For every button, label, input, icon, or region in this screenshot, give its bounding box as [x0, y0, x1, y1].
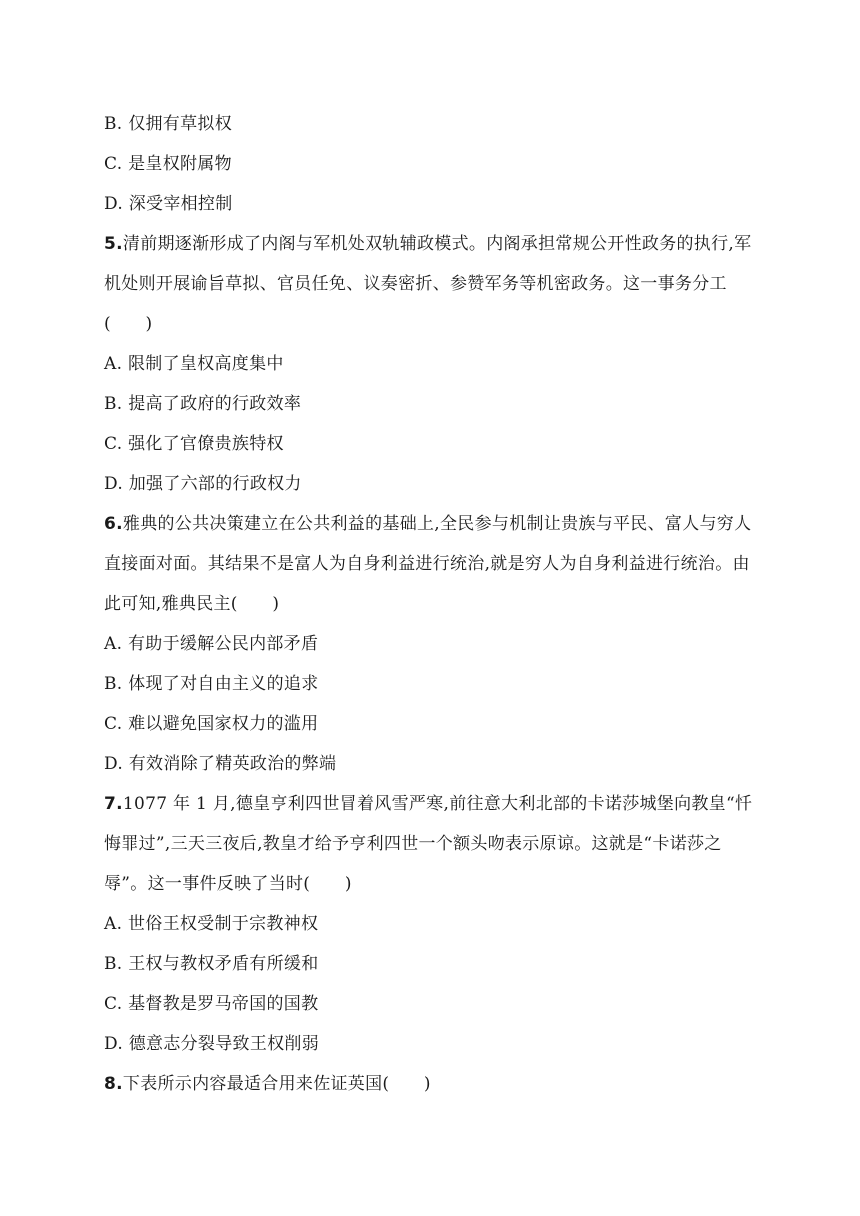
question-7-text: 1077 年 1 月,德皇亨利四世冒着风雪严寒,前往意大利北部的卡诺莎城堡向教皇“忏 — [122, 794, 753, 814]
option-b: B. 仅拥有草拟权 — [104, 114, 232, 134]
question-5-option-b: B. 提高了政府的行政效率 — [104, 394, 302, 414]
question-7-option-d: D. 德意志分裂导致王权削弱 — [104, 1034, 320, 1054]
question-8-stem-line-1 — [104, 1072, 431, 1096]
question-6-number: 6. — [104, 514, 123, 534]
option-c: C. 是皇权附属物 — [104, 154, 232, 174]
question-7-option-b: B. 王权与教权矛盾有所缓和 — [104, 954, 319, 974]
question-5-text: 清前期逐渐形成了内阁与军机处双轨辅政模式。内阁承担常规公开性政务的执行,军 — [122, 234, 752, 254]
question-7-option-a: A. 世俗王权受制于宗教神权 — [104, 914, 319, 934]
question-7-option-c: C. 基督教是罗马帝国的国教 — [104, 994, 319, 1014]
question-5-stem-line-1 — [104, 232, 751, 256]
question-7-stem-line-3: 辱”。这一事件反映了当时( ) — [104, 874, 352, 894]
question-5-answer-blank: ( ) — [104, 314, 153, 334]
question-5-option-d: D. 加强了六部的行政权力 — [104, 474, 302, 494]
question-7-number: 7. — [104, 794, 123, 814]
question-5-option-c: C. 强化了官僚贵族特权 — [104, 434, 284, 454]
question-8-text: 下表所示内容最适合用来佐证英国( ) — [122, 1074, 431, 1094]
question-5-number: 5. — [104, 234, 123, 254]
question-6-stem-line-2: 直接面对面。其结果不是富人为自身利益进行统治,就是穷人为自身利益进行统治。由 — [104, 554, 750, 574]
question-6-option-a: A. 有助于缓解公民内部矛盾 — [104, 634, 319, 654]
question-8-number: 8. — [104, 1074, 123, 1094]
question-5-option-a: A. 限制了皇权高度集中 — [104, 354, 284, 374]
option-d: D. 深受宰相控制 — [104, 194, 233, 214]
question-6-stem-line-3: 此可知,雅典民主( ) — [104, 594, 280, 614]
question-6-stem-line-1 — [104, 512, 751, 536]
question-6-text: 雅典的公共决策建立在公共利益的基础上,全民参与机制让贵族与平民、富人与穷人 — [122, 514, 752, 534]
question-5-stem-line-2: 机处则开展谕旨草拟、官员任免、议奏密折、参赞军务等机密政务。这一事务分工 — [104, 274, 727, 294]
question-7-stem-line-2: 悔罪过”,三天三夜后,教皇才给予亨利四世一个额头吻表示原谅。这就是“卡诺莎之 — [104, 834, 722, 854]
question-7-stem-line-1 — [104, 792, 752, 816]
question-6-option-b: B. 体现了对自由主义的追求 — [104, 674, 319, 694]
question-6-option-c: C. 难以避免国家权力的滥用 — [104, 714, 319, 734]
question-6-option-d: D. 有效消除了精英政治的弊端 — [104, 754, 337, 774]
